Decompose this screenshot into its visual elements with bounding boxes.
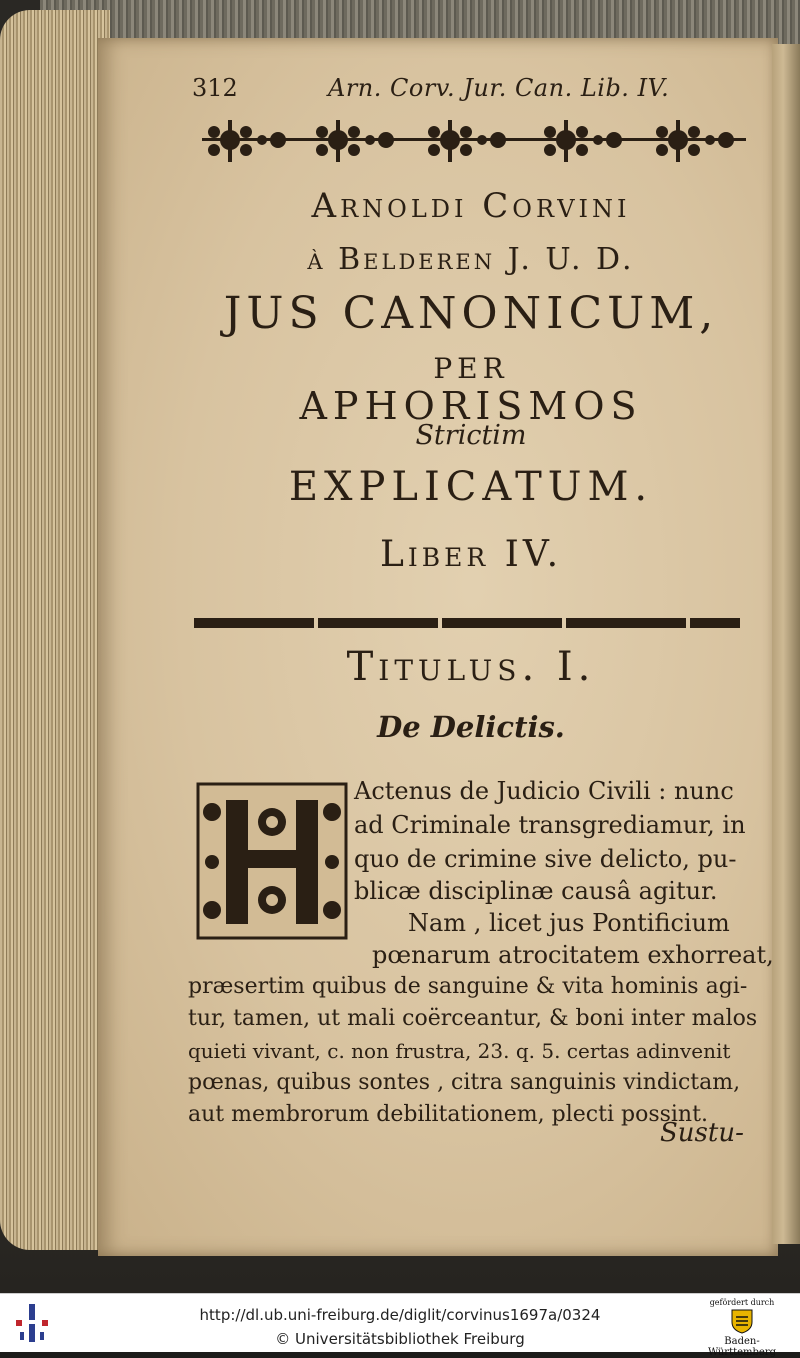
titulus-heading: Titulus. I.	[346, 644, 596, 690]
book-gutter	[772, 44, 800, 1244]
bw-coat-of-arms-icon	[730, 1308, 754, 1334]
body-line: blicæ disciplinæ causâ agitur.	[354, 877, 718, 905]
title-aphorismos: APHORISMOS	[299, 384, 643, 428]
body-line: tur, tamen, ut mali coërceantur, & boni inter malos	[188, 1006, 758, 1031]
catchword: Sustu-	[660, 1118, 744, 1148]
chapter-subtitle: De Delictis.	[377, 710, 565, 744]
divider-rule	[194, 618, 740, 628]
sponsor-small-text: gefördert durch	[709, 1298, 775, 1307]
title-explicatum: EXPLICATUM.	[288, 464, 654, 510]
body-line: aut membrorum debilitationem, plecti possint.	[188, 1102, 708, 1127]
body-line: pœnarum atrocitatem exhorreat,	[372, 941, 774, 969]
sponsor-name: Baden-Württemberg	[707, 1336, 777, 1358]
author-name: Arnoldi Corvini	[311, 186, 631, 226]
drop-cap-h-icon	[196, 782, 348, 940]
body-line: præsertim quibus de sanguine & vita hominis agi-	[188, 974, 748, 999]
book-title: JUS CANONICUM,	[223, 288, 719, 339]
page-number: 312	[192, 74, 238, 102]
title-per: PER	[433, 352, 509, 385]
title-strictim: Strictim	[415, 420, 527, 451]
viewer-footer	[0, 1293, 800, 1358]
copyright-text: © Universitätsbibliothek Freiburg	[275, 1330, 525, 1348]
body-line: quieti vivant, c. non frustra, 23. q. 5. certas adinvenit	[188, 1039, 731, 1063]
author-place: à Belderen J. U. D.	[307, 242, 635, 277]
body-line: quo de crimine sive delicto, pu-	[354, 845, 737, 873]
book-number: Liber IV.	[379, 534, 563, 575]
body-line: ad Criminale transgrediamur, in	[354, 811, 746, 839]
body-line: Actenus de Judicio Civili : nunc	[354, 777, 734, 805]
permalink-link[interactable]: http://dl.ub.uni-freiburg.de/diglit/corvinus1697a/0324	[199, 1306, 601, 1324]
body-line: Nam , licet jus Pontificium	[408, 909, 730, 937]
running-head: Arn. Corv. Jur. Can. Lib. IV.	[328, 74, 670, 102]
book-page-stack	[0, 10, 110, 1250]
body-line: pœnas, quibus sontes , citra sanguinis vindictam,	[188, 1070, 741, 1095]
ornament-band-icon	[200, 118, 748, 166]
sponsor-block	[692, 1298, 792, 1358]
